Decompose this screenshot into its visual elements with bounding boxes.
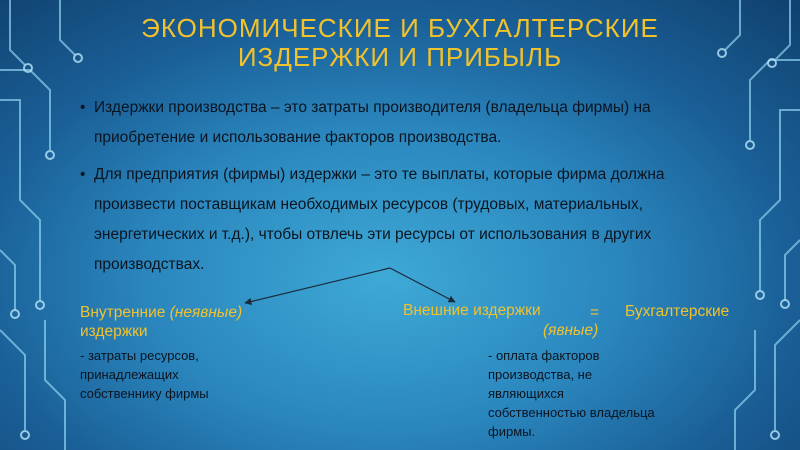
accounting-costs-label: Бухгалтерские xyxy=(625,303,730,320)
external-note-line: являющихся xyxy=(488,386,564,401)
external-note-line: собственностью владельца xyxy=(488,405,655,420)
internal-costs-heading xyxy=(80,303,242,341)
bullet-list xyxy=(80,93,720,287)
bullet-firm-costs: • Для предприятия (фирмы) издержки – это те выплаты, которые фирма должна произвести поставщикам необходимых ресурсов (трудовых, материальных, энергетических и т.д.), чтобы отвлечь эти ресурсы от использования в других производствах. xyxy=(80,160,720,280)
internal-note-line: - затраты ресурсов, xyxy=(80,348,199,363)
internal-costs-note xyxy=(80,346,209,403)
external-costs-label: Внешние издержки xyxy=(403,302,541,319)
explicit-qualifier: (явные) xyxy=(543,322,599,339)
external-note-line: фирмы. xyxy=(488,424,536,439)
internal-costs-label: Внутренние xyxy=(80,304,166,321)
equals-sign: = xyxy=(590,304,600,321)
internal-costs-label-line2: издержки xyxy=(80,323,148,340)
title-line-2: ИЗДЕРЖКИ И ПРИБЫЛЬ xyxy=(237,42,563,72)
external-costs-note xyxy=(488,346,655,441)
implicit-qualifier: (неявные) xyxy=(169,304,243,321)
internal-note-line: собственнику фирмы xyxy=(80,386,209,401)
bullet-cost-definition: • Издержки производства – это затраты производителя (владельца фирмы) на приобретение и использование факторов производства. xyxy=(80,93,720,153)
title-line-1: ЭКОНОМИЧЕСКИЕ И БУХГАЛТЕРСКИЕ xyxy=(141,13,659,43)
external-note-line: производства, не xyxy=(488,367,593,382)
external-note-line: - оплата факторов xyxy=(488,348,600,363)
internal-note-line: принадлежащих xyxy=(80,367,179,382)
slide-title xyxy=(60,14,740,72)
